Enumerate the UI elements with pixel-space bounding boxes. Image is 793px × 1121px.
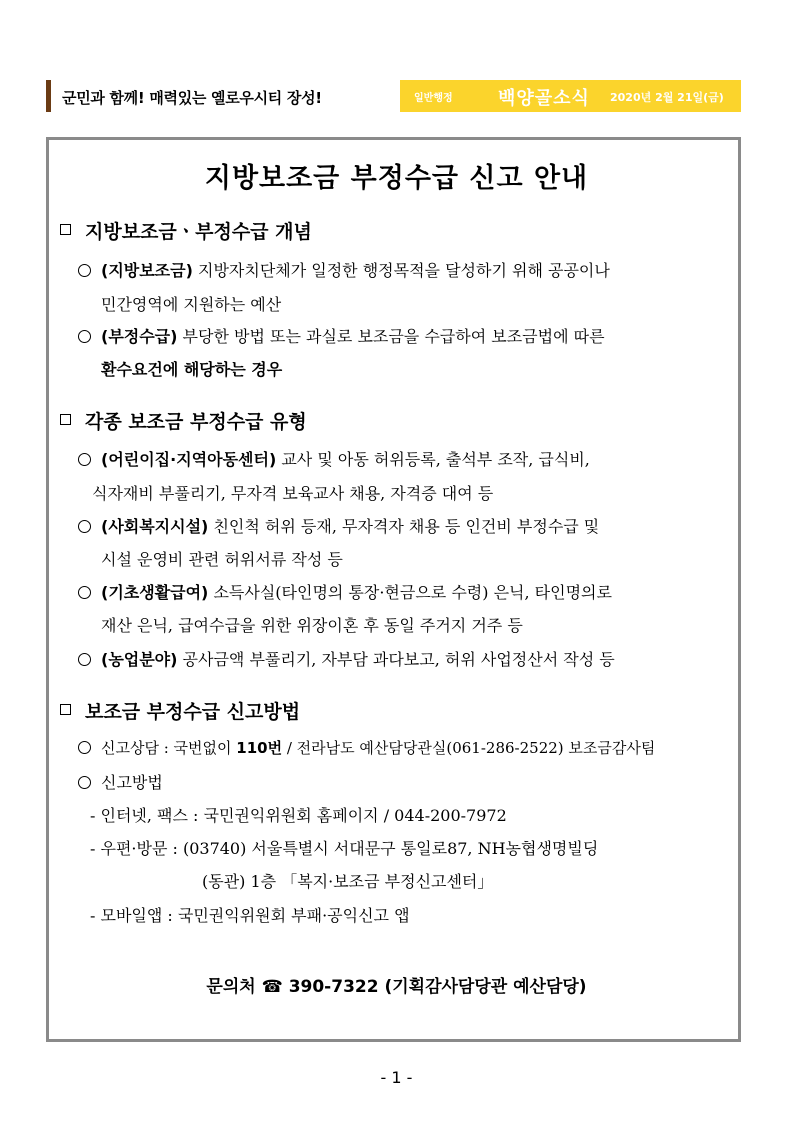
method-mail-continuation: (동관) 1층 「복지·보조금 부정신고센터」	[202, 872, 494, 891]
list-item: (사회복지시설) 친인척 허위 등재, 무자격자 채용 등 인건비 부정수급 및	[78, 514, 599, 537]
list-item: (기초생활급여) 소득사실(타인명의 통장·현금으로 수령) 은닉, 타인명의로	[78, 580, 612, 603]
circle-bullet-icon	[78, 264, 91, 277]
list-item-continuation: 시설 운영비 관련 허위서류 작성 등	[101, 550, 343, 569]
method-internet: - 인터넷, 팩스 : 국민권익위원회 홈페이지 / 044-200-7972	[90, 806, 507, 825]
checkbox-bullet-icon	[60, 704, 71, 715]
list-item-continuation: 재산 은닉, 급여수급을 위한 위장이혼 후 동일 주거지 거주 등	[101, 616, 523, 635]
list-item: (지방보조금) 지방자치단체가 일정한 행정목적을 달성하기 위해 공공이나	[78, 258, 610, 281]
category-label: 일반행정	[414, 93, 453, 104]
method-mobile: - 모바일앱 : 국민권익위원회 부패·공익신고 앱	[90, 906, 410, 925]
method-label: 신고방법	[78, 770, 163, 793]
checkbox-bullet-icon	[60, 224, 71, 235]
list-item: (어린이집·지역아동센터) 교사 및 아동 허위등록, 출석부 조작, 급식비,	[78, 447, 590, 470]
circle-bullet-icon	[78, 330, 91, 343]
page-title: 지방보조금 부정수급 신고 안내	[204, 163, 589, 194]
circle-bullet-icon	[78, 453, 91, 466]
issue-date: 2020년 2월 21일(금)	[610, 91, 724, 104]
header-slogan: 군민과 함께! 매력있는 옐로우시티 장성!	[62, 89, 322, 107]
method-mail: - 우편·방문 : (03740) 서울특별시 서대문구 통일로87, NH농협생명빌딩	[90, 839, 599, 858]
section-heading-types: 각종 보조금 부정수급 유형	[60, 407, 307, 434]
circle-bullet-icon	[78, 653, 91, 666]
contact-info: 문의처 ☎ 390-7322 (기획감사담당관 예산담당)	[206, 977, 587, 997]
list-item-continuation: 민간영역에 지원하는 예산	[101, 295, 282, 314]
list-item-continuation: 식자재비 부풀리기, 무자격 보육교사 채용, 자격증 대여 등	[92, 484, 494, 503]
page-number: - 1 -	[380, 1068, 413, 1087]
list-item: (농업분야) 공사금액 부풀리기, 자부담 과다보고, 허위 사업정산서 작성 등	[78, 647, 615, 670]
header	[46, 80, 741, 112]
newsletter-title: 백양골소식	[498, 88, 590, 109]
section-heading-concept: 지방보조금ㆍ부정수급 개념	[60, 217, 312, 244]
circle-bullet-icon	[78, 776, 91, 789]
checkbox-bullet-icon	[60, 414, 71, 425]
circle-bullet-icon	[78, 520, 91, 533]
circle-bullet-icon	[78, 741, 91, 754]
consult-line: 신고상담 : 국번없이 110번 / 전라남도 예산담당관실(061-286-2522) 보조금감사팀	[78, 737, 655, 758]
list-item: (부정수급) 부당한 방법 또는 과실로 보조금을 수급하여 보조금법에 따른	[78, 324, 605, 347]
newsletter-badge	[400, 80, 741, 112]
list-item-continuation: 환수요건에 해당하는 경우	[101, 360, 283, 379]
section-heading-report-methods: 보조금 부정수급 신고방법	[60, 697, 300, 724]
header-accent-bar	[46, 80, 51, 112]
circle-bullet-icon	[78, 586, 91, 599]
